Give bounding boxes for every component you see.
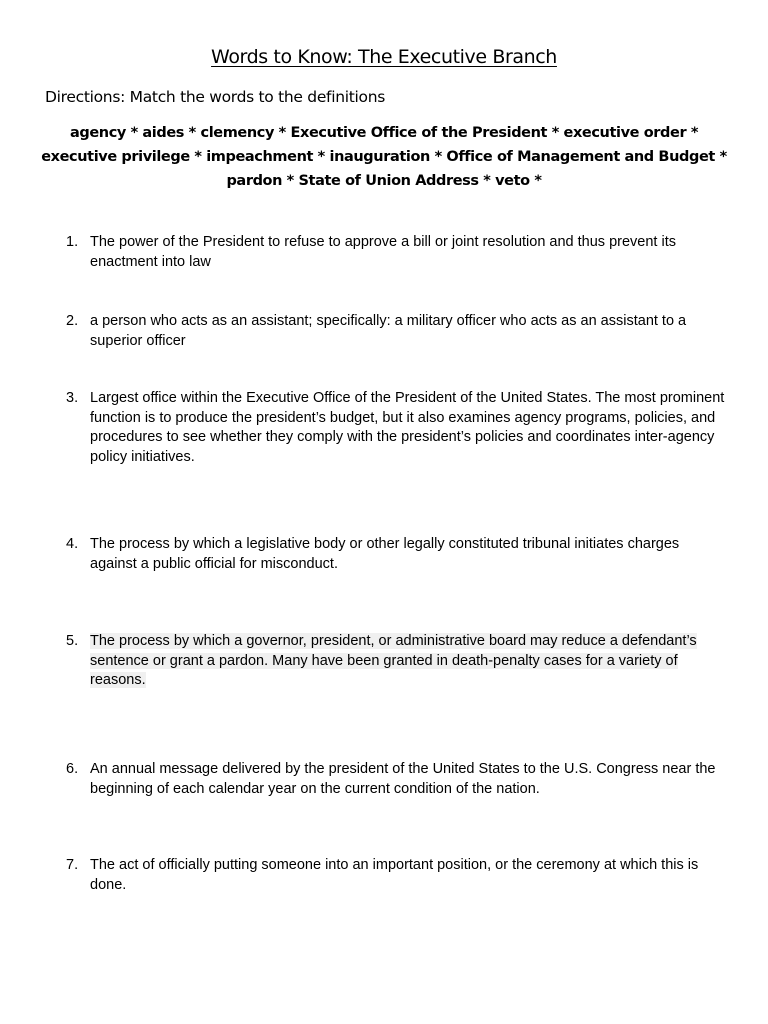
definition-number: 1.: [66, 234, 79, 250]
definition-text: The process by which a legislative body or other legally constituted tribunal initiates charges against a public official for misconduct.: [90, 536, 680, 572]
definition-item: [66, 632, 726, 691]
directions-text: Directions: Match the words to the definitions: [45, 88, 386, 106]
definition-number: 4.: [66, 536, 79, 552]
definition-item: [66, 535, 726, 574]
word-bank-line: agency * aides * clemency * Executive Office of the President * executive order *: [69, 125, 699, 141]
definition-text: [90, 632, 726, 691]
definition-text: The act of officially putting someone into an important position, or the ceremony at which this is done.: [90, 857, 699, 893]
definition-text: Largest office within the Executive Office of the President of the United States. The most prominent function is to produce the president’s budget, but it also examines agency programs, policies, and procedures to see whether they comply with the president’s policies and coordinates inter-agency policy initiatives.: [90, 390, 725, 465]
definition-item: [66, 233, 726, 272]
definition-text: An annual message delivered by the president of the United States to the U.S. Congress near the beginning of each calendar year on the current condition of the nation.: [90, 761, 716, 797]
highlighted-text: The process by which a governor, president, or administrative board may reduce a defendant’s sentence or grant a pardon. Many have been granted in death-penalty cases for a variety of reasons.: [90, 633, 697, 688]
page-title: Words to Know: The Executive Branch: [211, 46, 557, 68]
definition-text: The power of the President to refuse to approve a bill or joint resolution and thus prevent its enactment into law: [90, 234, 676, 270]
definition-item: [66, 312, 726, 351]
word-bank-line: executive privilege * impeachment * inauguration * Office of Management and Budget *: [41, 149, 727, 165]
definition-text: a person who acts as an assistant; specifically: a military officer who acts as an assistant to a superior officer: [90, 313, 687, 349]
word-bank-line: pardon * State of Union Address * veto *: [226, 173, 542, 189]
definition-number: 3.: [66, 390, 79, 406]
definition-item: [66, 856, 726, 895]
definition-number: 6.: [66, 761, 79, 777]
definition-number: 5.: [66, 633, 79, 649]
definition-item: [66, 760, 726, 799]
definition-number: 7.: [66, 857, 79, 873]
definition-number: 2.: [66, 313, 79, 329]
definition-item: [66, 389, 726, 467]
